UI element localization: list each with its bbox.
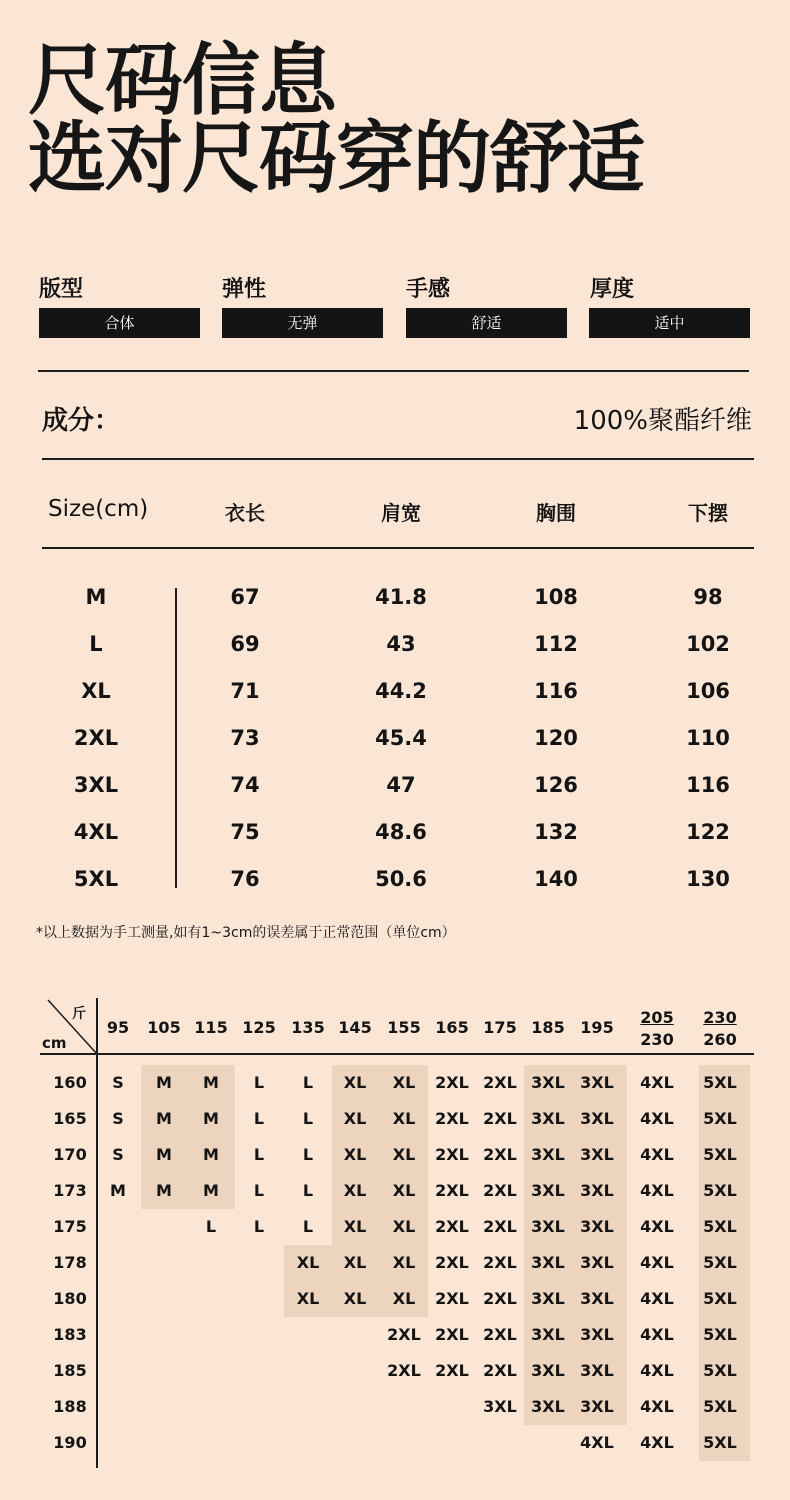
weight-range-bottom: 260: [703, 1030, 737, 1049]
shoulder-value: 48.6: [375, 820, 427, 844]
hem-value: 122: [686, 820, 730, 844]
size-label: XL: [81, 679, 111, 703]
length-value: 69: [230, 632, 260, 656]
recommended-size: 2XL: [483, 1361, 517, 1380]
weight-col-label: 95: [106, 1018, 130, 1037]
hem-value: 116: [686, 773, 730, 797]
recommended-size: 5XL: [703, 1289, 737, 1308]
size-column-divider: [175, 588, 177, 888]
size-table-row: [0, 725, 790, 772]
recommended-size: 2XL: [483, 1073, 517, 1092]
recommended-size: 5XL: [703, 1181, 737, 1200]
length-value: 71: [230, 679, 260, 703]
hem-value: 110: [686, 726, 730, 750]
length-value: 67: [230, 585, 260, 609]
recommended-size: 2XL: [435, 1109, 469, 1128]
shoulder-value: 50.6: [375, 867, 427, 891]
recommended-size: S: [112, 1145, 124, 1164]
recommended-size: 3XL: [580, 1397, 614, 1416]
divider: [38, 370, 749, 372]
measurement-note: *以上数据为手工测量,如有1~3cm的误差属于正常范围（单位cm）: [36, 925, 456, 941]
weight-col-label: 175: [483, 1018, 517, 1037]
recommended-size: 3XL: [580, 1073, 614, 1092]
attr-label-thickness: 厚度: [590, 277, 635, 302]
recommended-size: 5XL: [703, 1361, 737, 1380]
recommended-size: L: [253, 1073, 265, 1092]
recommended-size: 3XL: [531, 1289, 565, 1308]
recommended-size: M: [203, 1109, 219, 1128]
recommended-size: 4XL: [640, 1433, 674, 1452]
size-label: M: [85, 585, 107, 609]
weight-unit-label: 斤: [72, 1006, 86, 1022]
recommended-size: 2XL: [435, 1253, 469, 1272]
recommended-size: 4XL: [640, 1145, 674, 1164]
size-label: L: [89, 632, 103, 656]
recommended-size: M: [156, 1109, 172, 1128]
recommended-size: 3XL: [531, 1109, 565, 1128]
recommended-size: 5XL: [703, 1109, 737, 1128]
size-label: 3XL: [73, 773, 119, 797]
size-header-size: Size(cm): [48, 496, 149, 522]
weight-col-label: 195: [580, 1018, 614, 1037]
recommended-size: 3XL: [531, 1253, 565, 1272]
recommended-size: M: [203, 1073, 219, 1092]
height-row-label: 188: [53, 1397, 87, 1416]
recommended-size: 3XL: [531, 1325, 565, 1344]
recommended-size: M: [156, 1181, 172, 1200]
hem-value: 102: [686, 632, 730, 656]
shoulder-value: 43: [386, 632, 416, 656]
attr-value-thickness: 适中: [589, 308, 750, 338]
recommended-size: L: [302, 1109, 314, 1128]
length-value: 76: [230, 867, 260, 891]
recommended-size: 5XL: [703, 1073, 737, 1092]
weight-range-label: [696, 1007, 744, 1051]
recommended-size: L: [205, 1217, 217, 1236]
divider: [42, 547, 754, 549]
weight-col-label: 105: [147, 1018, 181, 1037]
recommended-size: 2XL: [435, 1289, 469, 1308]
height-row-label: 190: [53, 1433, 87, 1452]
recommended-size: 5XL: [703, 1433, 737, 1452]
recommended-size: XL: [343, 1181, 367, 1200]
recommended-size: XL: [392, 1289, 416, 1308]
recommended-size: 3XL: [580, 1145, 614, 1164]
length-value: 75: [230, 820, 260, 844]
length-value: 73: [230, 726, 260, 750]
divider: [42, 458, 754, 460]
shoulder-value: 45.4: [375, 726, 427, 750]
composition-label: 成分：: [42, 406, 121, 436]
recommended-size: XL: [296, 1289, 320, 1308]
weight-range-top: 205: [640, 1008, 674, 1027]
weight-col-label: 165: [435, 1018, 469, 1037]
recommended-size: L: [253, 1145, 265, 1164]
size-header-chest: 胸围: [536, 501, 576, 525]
recommended-size: 5XL: [703, 1397, 737, 1416]
recommended-size: L: [302, 1217, 314, 1236]
grid-header-line: [40, 1053, 754, 1055]
height-row-label: 185: [53, 1361, 87, 1380]
chest-value: 112: [534, 632, 578, 656]
page-title: 尺码信息: [28, 36, 337, 126]
recommended-size: 5XL: [703, 1217, 737, 1236]
recommended-size: 3XL: [531, 1217, 565, 1236]
chest-value: 116: [534, 679, 578, 703]
recommended-size: 4XL: [640, 1289, 674, 1308]
shoulder-value: 41.8: [375, 585, 427, 609]
recommended-size: 3XL: [580, 1325, 614, 1344]
recommended-size: L: [302, 1073, 314, 1092]
size-header-hem: 下摆: [688, 501, 728, 525]
recommended-size: M: [110, 1181, 126, 1200]
size-header-length: 衣长: [225, 501, 265, 525]
recommended-size: 2XL: [435, 1073, 469, 1092]
recommended-size: M: [156, 1145, 172, 1164]
attr-value-fit: 合体: [39, 308, 200, 338]
size-table-row: [0, 678, 790, 725]
recommended-size: 4XL: [640, 1361, 674, 1380]
recommended-size: 2XL: [483, 1325, 517, 1344]
recommended-size: 2XL: [435, 1181, 469, 1200]
weight-range-top: 230: [703, 1008, 737, 1027]
weight-col-label: 145: [338, 1018, 372, 1037]
recommended-size: XL: [296, 1253, 320, 1272]
size-label: 2XL: [73, 726, 119, 750]
recommended-size: 4XL: [640, 1109, 674, 1128]
recommended-size: 3XL: [580, 1217, 614, 1236]
recommended-size: L: [302, 1181, 314, 1200]
recommended-size: 5XL: [703, 1253, 737, 1272]
recommended-size: XL: [343, 1145, 367, 1164]
recommended-size: L: [253, 1217, 265, 1236]
recommended-size: XL: [392, 1073, 416, 1092]
height-row-label: 180: [53, 1289, 87, 1308]
recommended-size: M: [203, 1145, 219, 1164]
recommended-size: M: [203, 1181, 219, 1200]
recommended-size: 2XL: [435, 1361, 469, 1380]
height-row-label: 175: [53, 1217, 87, 1236]
recommended-size: 4XL: [580, 1433, 614, 1452]
recommended-size: L: [253, 1181, 265, 1200]
size-label: 5XL: [73, 867, 119, 891]
recommended-size: 3XL: [531, 1181, 565, 1200]
attr-value-elasticity: 无弹: [222, 308, 383, 338]
recommended-size: XL: [343, 1253, 367, 1272]
recommended-size: L: [253, 1109, 265, 1128]
recommended-size: 4XL: [640, 1073, 674, 1092]
recommended-size: 3XL: [580, 1253, 614, 1272]
recommended-size: XL: [343, 1073, 367, 1092]
hem-value: 130: [686, 867, 730, 891]
recommended-size: L: [302, 1145, 314, 1164]
recommended-size: 5XL: [703, 1145, 737, 1164]
weight-range-bottom: 230: [640, 1030, 674, 1049]
chest-value: 126: [534, 773, 578, 797]
shoulder-value: 44.2: [375, 679, 427, 703]
size-table-row: [0, 631, 790, 678]
chest-value: 140: [534, 867, 578, 891]
recommended-size: S: [112, 1109, 124, 1128]
recommended-size: 5XL: [703, 1325, 737, 1344]
size-header-shoulder: 肩宽: [381, 501, 421, 525]
recommended-size: XL: [343, 1289, 367, 1308]
hem-value: 98: [693, 585, 723, 609]
page-subtitle: 选对尺码穿的舒适: [28, 114, 645, 204]
recommended-size: 2XL: [483, 1253, 517, 1272]
recommended-size: XL: [392, 1145, 416, 1164]
recommended-size: 3XL: [580, 1289, 614, 1308]
shoulder-value: 47: [386, 773, 416, 797]
height-row-label: 165: [53, 1109, 87, 1128]
height-row-label: 170: [53, 1145, 87, 1164]
height-row-label: 160: [53, 1073, 87, 1092]
recommended-size: 3XL: [531, 1397, 565, 1416]
recommended-size: 2XL: [483, 1181, 517, 1200]
length-value: 74: [230, 773, 260, 797]
recommended-size: 3XL: [580, 1109, 614, 1128]
size-table-row: [0, 866, 790, 913]
recommended-size: 2XL: [483, 1217, 517, 1236]
recommended-size: XL: [392, 1253, 416, 1272]
attr-label-feel: 手感: [406, 277, 451, 302]
height-unit-label: cm: [42, 1034, 67, 1052]
recommended-size: 4XL: [640, 1397, 674, 1416]
weight-col-label: 125: [242, 1018, 276, 1037]
recommended-size: 2XL: [435, 1145, 469, 1164]
recommended-size: 3XL: [531, 1361, 565, 1380]
recommended-size: 2XL: [483, 1145, 517, 1164]
recommended-size: 4XL: [640, 1325, 674, 1344]
recommended-size: 3XL: [580, 1181, 614, 1200]
recommended-size: 4XL: [640, 1181, 674, 1200]
height-row-label: 173: [53, 1181, 87, 1200]
recommended-size: 4XL: [640, 1217, 674, 1236]
height-row-label: 183: [53, 1325, 87, 1344]
recommended-size: 2XL: [435, 1217, 469, 1236]
recommended-size: 2XL: [387, 1361, 421, 1380]
attr-label-elasticity: 弹性: [222, 277, 267, 302]
recommended-size: XL: [343, 1217, 367, 1236]
weight-col-label: 155: [387, 1018, 421, 1037]
recommended-size: M: [156, 1073, 172, 1092]
weight-range-label: [633, 1007, 681, 1051]
grid-vertical-line: [96, 998, 98, 1468]
attr-label-fit: 版型: [39, 277, 84, 302]
size-label: 4XL: [73, 820, 119, 844]
recommended-size: XL: [392, 1181, 416, 1200]
recommended-size: 2XL: [483, 1289, 517, 1308]
recommended-size: XL: [343, 1109, 367, 1128]
recommended-size: XL: [392, 1109, 416, 1128]
chest-value: 108: [534, 585, 578, 609]
chest-value: 132: [534, 820, 578, 844]
recommended-size: 2XL: [483, 1109, 517, 1128]
recommended-size: 3XL: [580, 1361, 614, 1380]
size-table-row: [0, 584, 790, 631]
recommended-size: 3XL: [531, 1073, 565, 1092]
height-row-label: 178: [53, 1253, 87, 1272]
recommended-size: XL: [392, 1217, 416, 1236]
recommended-size: S: [112, 1073, 124, 1092]
composition-value: 100%聚酯纤维: [573, 406, 752, 436]
size-table-row: [0, 772, 790, 819]
recommended-size: 4XL: [640, 1253, 674, 1272]
hem-value: 106: [686, 679, 730, 703]
recommended-size: 3XL: [483, 1397, 517, 1416]
chest-value: 120: [534, 726, 578, 750]
size-table-row: [0, 819, 790, 866]
recommended-size: 2XL: [387, 1325, 421, 1344]
recommended-size: 2XL: [435, 1325, 469, 1344]
weight-col-label: 135: [291, 1018, 325, 1037]
recommended-size: 3XL: [531, 1145, 565, 1164]
weight-col-label: 115: [194, 1018, 228, 1037]
attr-value-feel: 舒适: [406, 308, 567, 338]
weight-col-label: 185: [531, 1018, 565, 1037]
